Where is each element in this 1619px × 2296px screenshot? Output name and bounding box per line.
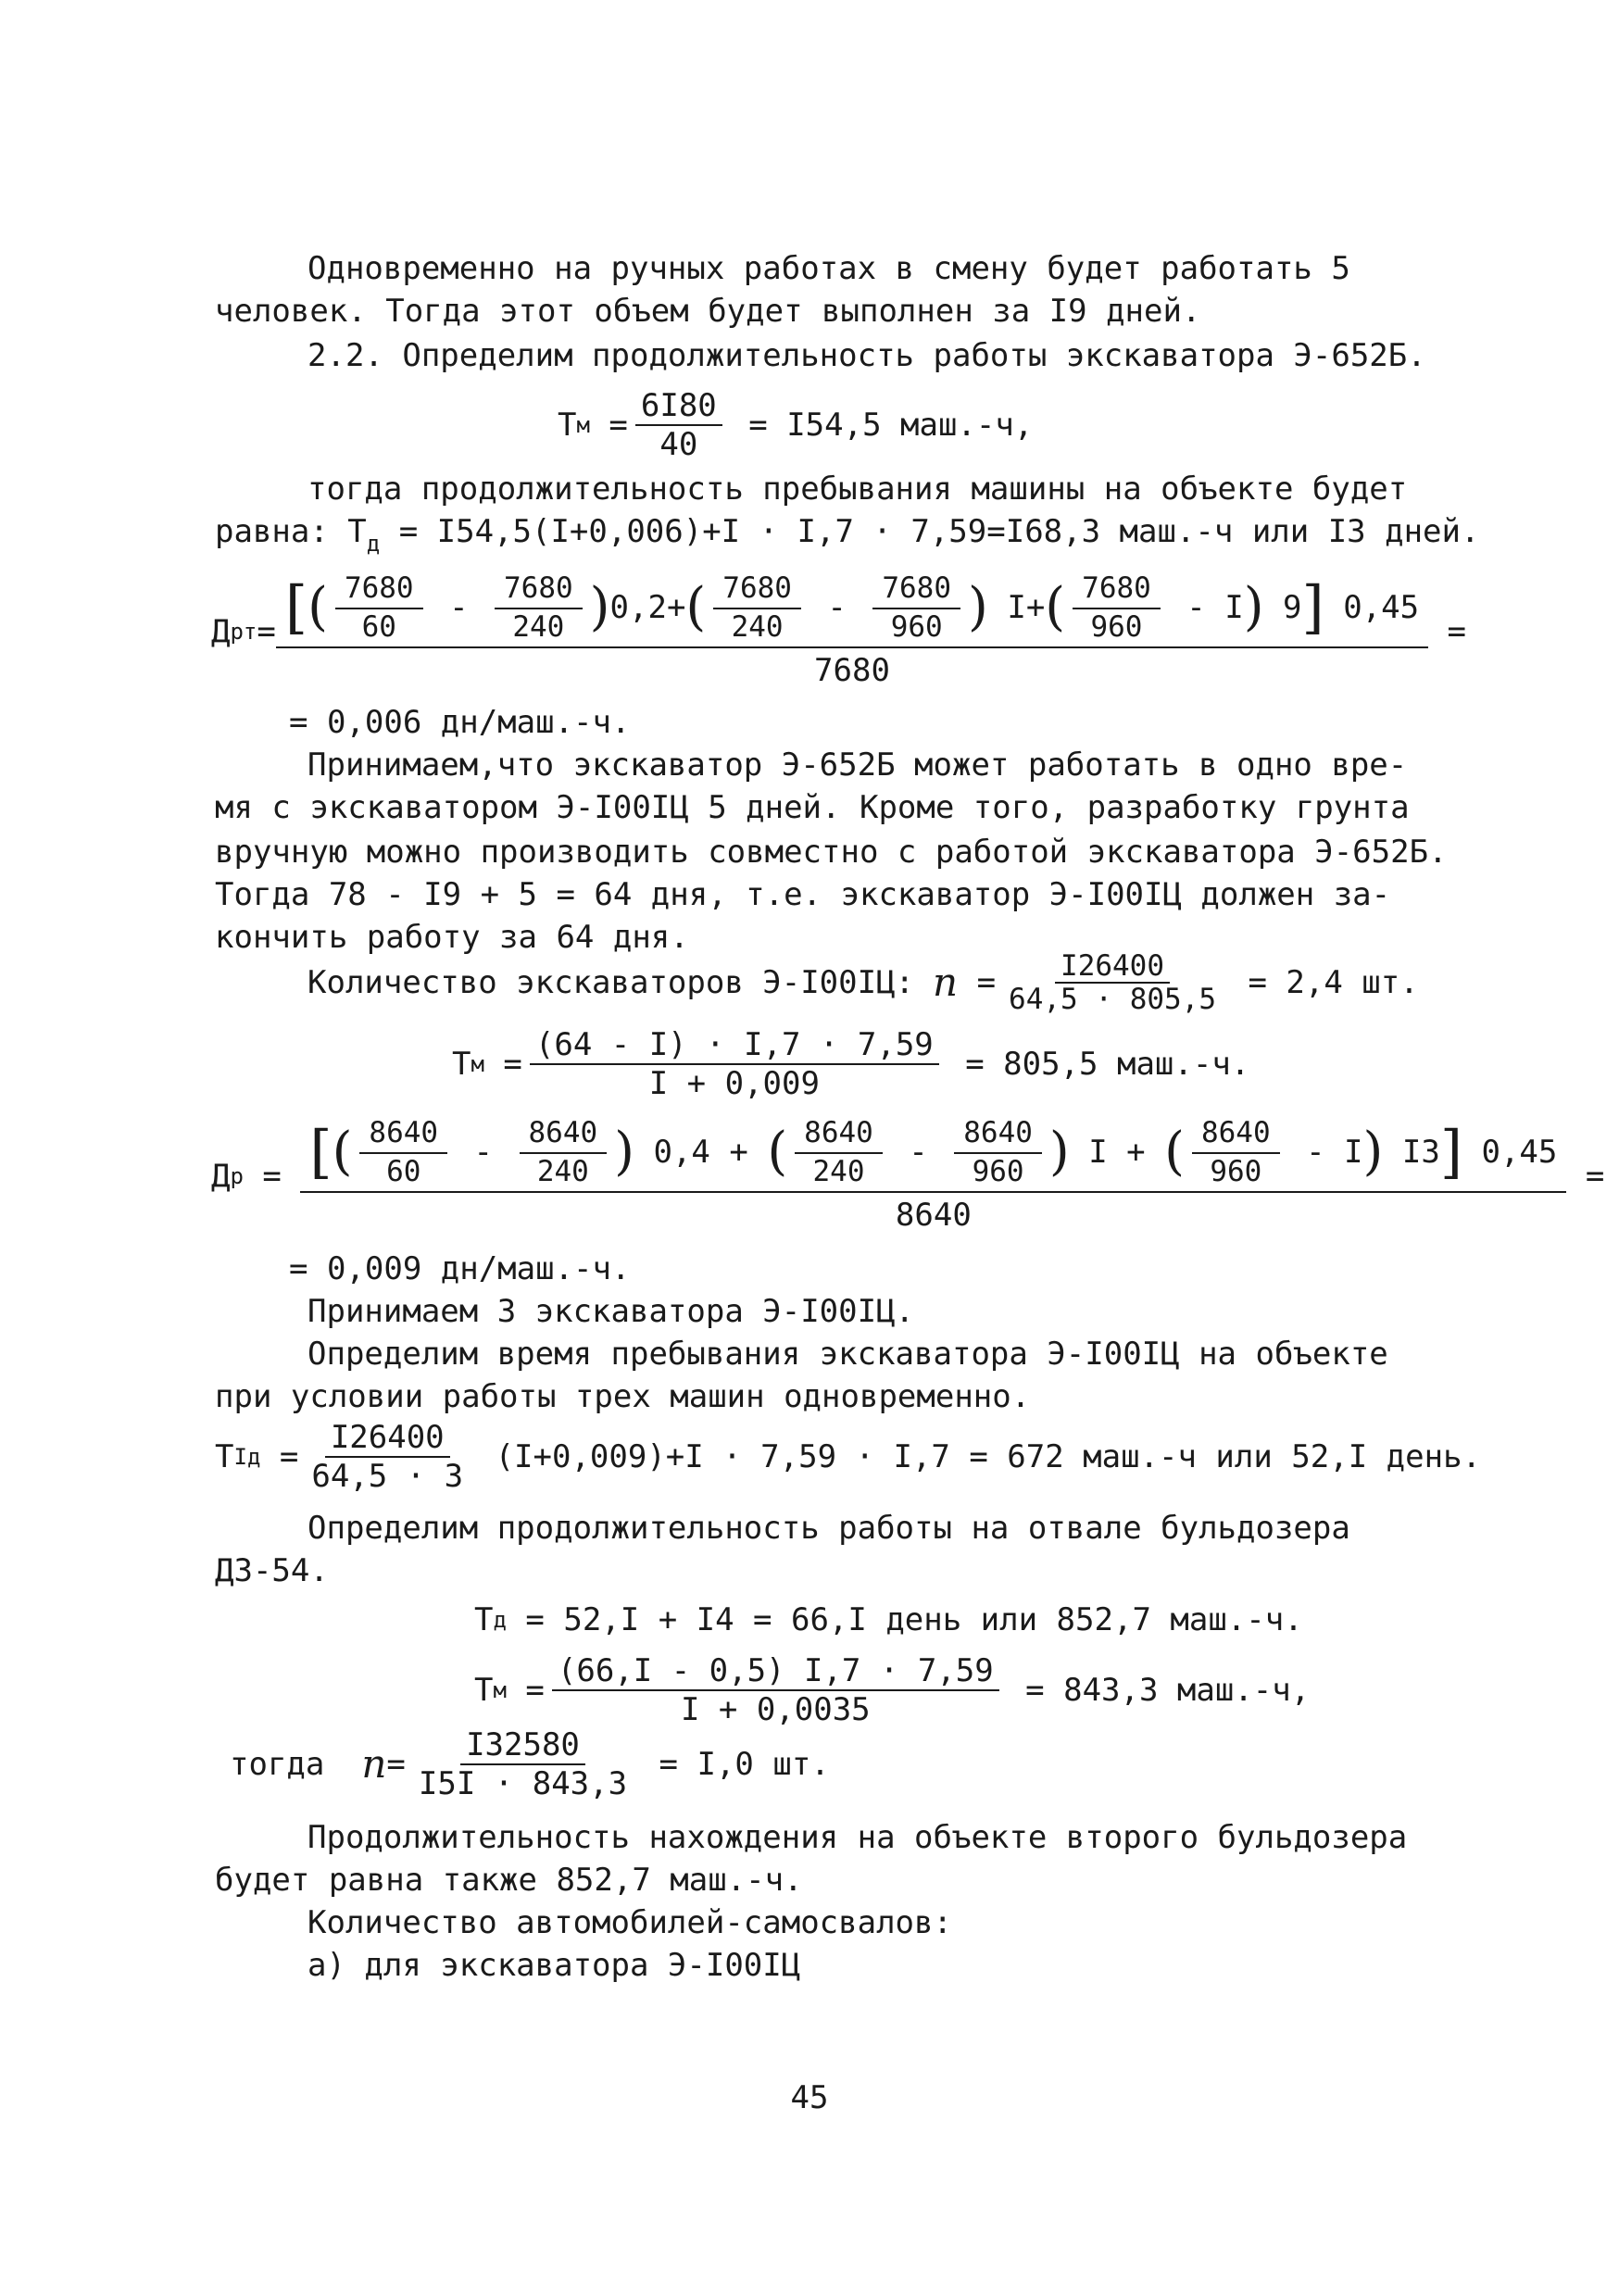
text-line: вручную можно производить совместно с работой экскаватора Э-652Б.	[215, 834, 1448, 871]
text-line: Тогда 78 - I9 + 5 = 64 дня, т.е. экскаватор Э-I00IЦ должен за-	[215, 876, 1391, 913]
text-line: Количество автомобилей-самосвалов:	[307, 1904, 952, 1941]
text-line: будет равна также 852,7 маш.-ч.	[215, 1862, 803, 1899]
text-line: равна: $Т_д = I54,5(I+0,006)+I \cdot I,7 \cdot 7,59=I68,3$ маш.-ч или I3 дней.	[215, 513, 1480, 557]
section-heading: 2.2. Определим продолжительность работы экскаватора Э-652Б.	[307, 337, 1426, 374]
equation-dp: Д р = [ ( $\frac{8640}{60}$ - $\frac{8640}{240}$ ) 0,4 + ( $\frac{8640}{240}$ - $\frac{8640}{960}$ ) I + ( $\frac{8640}{960}$ - I ) I3 ] 0,45 8640 =	[211, 1116, 1605, 1234]
equation-n-1: Количество экскаваторов Э-I00IЦ: n = $\frac{I26400}{64,5 \cdot 805,5}$ = 2,4 шт.	[307, 949, 1419, 1016]
text-line: Принимаем,что экскаватор Э-652Б может работать в одно вре-	[307, 747, 1408, 784]
text-line: при условии работы трех машин одновременно.	[215, 1378, 1031, 1415]
equation-tm-3: Т м = $\frac{(66,I - 0,5) I,7 \cdot 7,59}{I + 0,0035}$ = 843,3 маш.-ч,	[474, 1652, 1311, 1728]
equation-drt: Д рт = [ ( $\frac{7680}{60}$ - $\frac{7680}{240}$ ) 0,2+ ( $\frac{7680}{240}$ - $\frac{7680}{960}$ ) I+ ( $\frac{7680}{960}$ - I ) 9 ] 0,45 7680 =	[211, 571, 1467, 689]
equation-td-2: Т д = 52,I + I4 = 66,I день или 852,7 маш.-ч.	[474, 1601, 1303, 1638]
equation-td-1: Т I д = $\frac{I26400}{64,5 \cdot 3}$ (I+0,009)+I · 7,59 · I,7 = 672 маш.-ч или 52,I день.	[215, 1419, 1482, 1495]
text-line: человек. Тогда этот объем будет выполнен за I9 дней.	[215, 293, 1201, 330]
text-line: мя с экскаватором Э-I00IЦ 5 дней. Кроме того, разработку грунта	[215, 789, 1410, 826]
text-line: Определим продолжительность работы на отвале бульдозера	[307, 1510, 1350, 1547]
text-line: Принимаем 3 экскаватора Э-I00IЦ.	[307, 1293, 915, 1330]
equation-n-2: тогда n = $\frac{I32580}{I5I \cdot 843,3}$ = I,0 шт.	[230, 1726, 830, 1802]
text-line: ДЗ-54.	[215, 1552, 329, 1589]
text-line: а) для экскаватора Э-I00IЦ	[307, 1947, 801, 1984]
text-line: Одновременно на ручных работах в смену будет работать 5	[307, 250, 1350, 287]
text-line: тогда продолжительность пребывания машины на объекте будет	[307, 470, 1408, 508]
text-line: кончить работу за 64 дня.	[215, 919, 689, 956]
text-line: Продолжительность нахождения на объекте второго бульдозера	[307, 1819, 1408, 1856]
equation-tm-2: Т м = $\frac{(64 - I) \cdot I,7 \cdot 7,59}{I + 0,009}$ = 805,5 маш.-ч.	[452, 1026, 1250, 1102]
text-line: = 0,009 дн/маш.-ч.	[289, 1250, 631, 1287]
equation-tm-1: Т м = $\frac{6I80}{40}$ = I54,5 маш.-ч,	[558, 387, 1034, 463]
page-number: 45	[790, 2079, 829, 2116]
text-line: Определим время пребывания экскаватора Э-I00IЦ на объекте	[307, 1336, 1388, 1373]
text-line: = 0,006 дн/маш.-ч.	[289, 704, 631, 741]
